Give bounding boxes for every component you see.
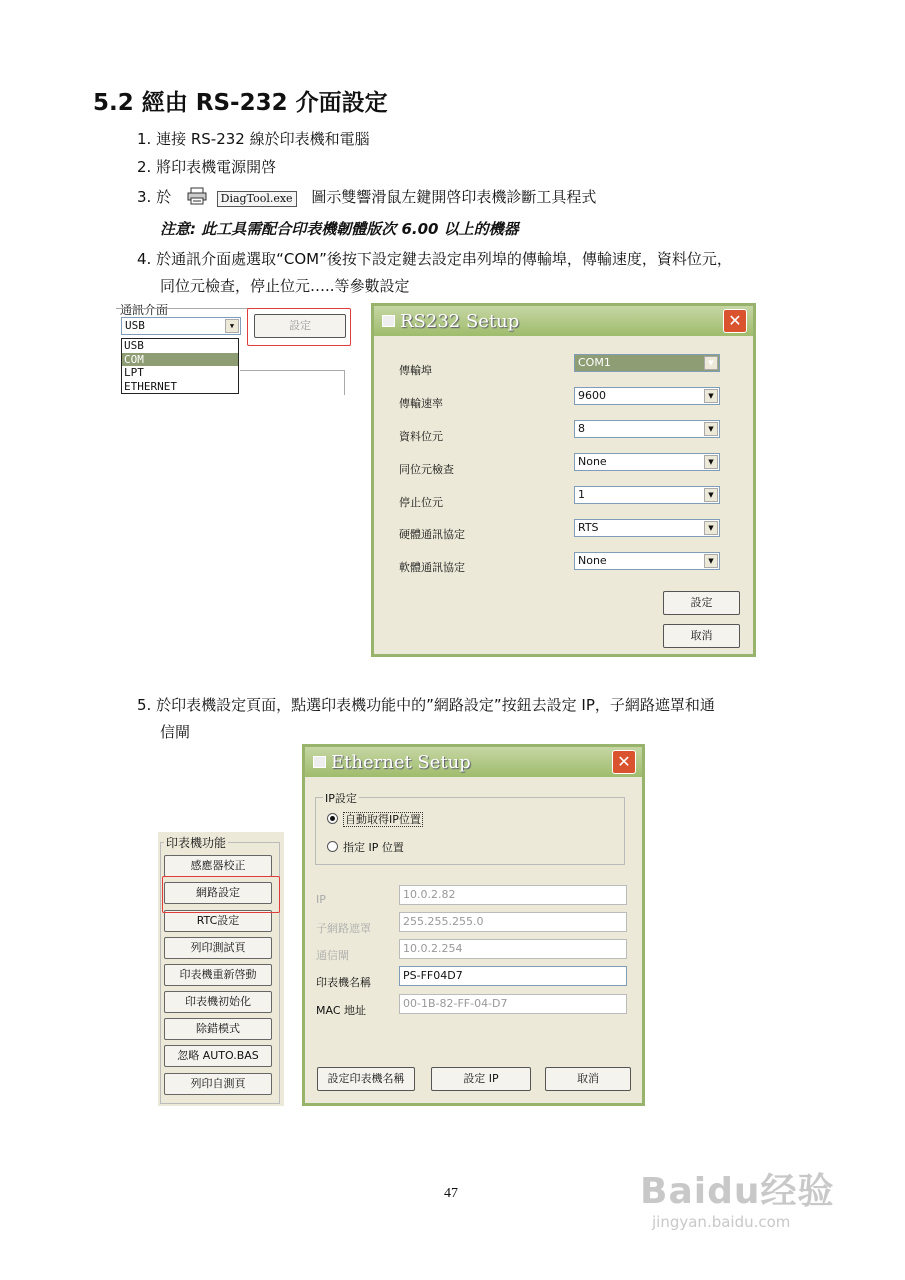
stopbits-select[interactable] xyxy=(574,486,720,504)
databits-value: 8 xyxy=(578,422,585,435)
rs232-titlebar xyxy=(374,306,753,336)
baidu-watermark-url: jingyan.baidu.com xyxy=(652,1213,791,1231)
comm-interface-panel xyxy=(116,298,356,398)
rs232-cancel-button[interactable]: 取消 xyxy=(663,624,740,648)
baud-select[interactable] xyxy=(574,387,720,405)
parity-value: None xyxy=(578,455,607,468)
sw-flow-value: None xyxy=(578,554,607,567)
step-2: 2. 將印表機電源開啓 xyxy=(137,158,277,176)
label-port: 傳輸埠 xyxy=(399,364,432,377)
printer-function-panel xyxy=(158,832,284,1106)
step-3-prefix: 3. 於 xyxy=(137,188,172,206)
close-icon[interactable]: ✕ xyxy=(723,309,747,333)
chevron-down-icon[interactable]: ▼ xyxy=(225,319,239,333)
sw-flow-select[interactable] xyxy=(574,552,720,570)
step-1: 1. 連接 RS-232 線於印表機和電腦 xyxy=(137,130,370,148)
step-5-line1: 5. 於印表機設定頁面，點選印表機功能中的”網路設定”按鈕去設定 IP，子網路遮罩和通 xyxy=(137,696,715,714)
radio-auto-ip[interactable] xyxy=(327,811,423,827)
chevron-down-icon[interactable]: ▼ xyxy=(704,521,718,535)
option-lpt[interactable]: LPT xyxy=(124,366,144,379)
section-heading: 5.2 經由 RS-232 介面設定 xyxy=(93,90,388,116)
comm-select-value: USB xyxy=(125,319,145,332)
mac-label: MAC 地址 xyxy=(316,1004,366,1017)
set-ip-button[interactable]: 設定 IP xyxy=(431,1067,531,1091)
chevron-down-icon[interactable]: ▼ xyxy=(704,488,718,502)
printer-name-label: 印表機名稱 xyxy=(316,976,371,989)
debug-mode-button[interactable]: 除錯模式 xyxy=(164,1018,272,1040)
ignore-autobas-button[interactable]: 忽略 AUTO.BAS xyxy=(164,1045,272,1067)
option-com[interactable]: COM xyxy=(122,353,238,367)
subnet-field[interactable]: 255.255.255.0 xyxy=(399,912,627,932)
highlight-box xyxy=(247,308,351,346)
radio-manual-ip[interactable] xyxy=(327,839,404,855)
window-icon xyxy=(382,315,395,327)
initialize-printer-button[interactable]: 印表機初始化 xyxy=(164,991,272,1013)
ip-group-label: IP設定 xyxy=(325,792,357,805)
step-3 xyxy=(137,186,596,209)
label-databits: 資料位元 xyxy=(399,430,443,443)
port-value: COM1 xyxy=(578,356,611,369)
hw-flow-select[interactable] xyxy=(574,519,720,537)
hw-flow-value: RTS xyxy=(578,521,599,534)
chevron-down-icon[interactable]: ▼ xyxy=(704,356,718,370)
print-self-test-button[interactable]: 列印自測頁 xyxy=(164,1073,272,1095)
label-parity: 同位元檢查 xyxy=(399,463,454,476)
step-4-line1: 4. 於通訊介面處選取“COM”後按下設定鍵去設定串列埠的傳輸埠，傳輸速度，資料位元， xyxy=(137,250,732,268)
radio-manual-label: 指定 IP 位置 xyxy=(343,841,404,854)
baud-value: 9600 xyxy=(578,389,606,402)
page-number: 47 xyxy=(444,1186,458,1201)
radio-unselected-icon[interactable] xyxy=(327,841,338,852)
chevron-down-icon[interactable]: ▼ xyxy=(704,422,718,436)
option-ethernet[interactable]: ETHERNET xyxy=(124,379,177,393)
step-4-line2: 同位元檢查，停止位元…..等參數設定 xyxy=(160,277,410,295)
close-icon[interactable]: ✕ xyxy=(612,750,636,774)
rtc-settings-button[interactable]: RTC設定 xyxy=(164,910,272,932)
radio-auto-label: 自動取得IP位置 xyxy=(345,813,421,826)
chevron-down-icon[interactable]: ▼ xyxy=(704,389,718,403)
ethernet-setup-window xyxy=(302,744,645,1106)
comm-set-button[interactable]: 設定 xyxy=(254,314,346,338)
label-stopbits: 停止位元 xyxy=(399,496,443,509)
radio-selected-icon[interactable] xyxy=(327,813,338,824)
chevron-down-icon[interactable]: ▼ xyxy=(704,554,718,568)
printer-name-field[interactable]: PS-FF04D7 xyxy=(399,966,627,986)
rs232-title: RS232 Setup xyxy=(400,311,520,332)
label-sw-flow: 軟體通訊協定 xyxy=(399,561,465,574)
subnet-label: 子網路遮罩 xyxy=(316,922,371,935)
stopbits-value: 1 xyxy=(578,488,585,501)
mac-field: 00-1B-82-FF-04-D7 xyxy=(399,994,627,1014)
comm-select[interactable] xyxy=(121,317,241,335)
parity-select[interactable] xyxy=(574,453,720,471)
comm-group-label: 通訊介面 xyxy=(120,303,169,317)
label-baud: 傳輸速率 xyxy=(399,397,443,410)
network-settings-button[interactable]: 網路設定 xyxy=(164,882,272,904)
comm-dropdown-list xyxy=(121,338,239,394)
databits-select[interactable] xyxy=(574,420,720,438)
step-3-suffix: 圖示雙響滑鼠左鍵開啓印表機診斷工具程式 xyxy=(311,188,597,206)
diagtool-label: DiagTool.exe xyxy=(217,191,297,207)
gateway-label: 通信閘 xyxy=(316,949,349,962)
step-5-line2: 信閘 xyxy=(160,723,191,741)
rs232-setup-window xyxy=(371,303,756,657)
ip-label: IP xyxy=(316,893,326,906)
set-printer-name-button[interactable]: 設定印表機名稱 xyxy=(317,1067,415,1091)
print-test-page-button[interactable]: 列印測試頁 xyxy=(164,937,272,959)
gateway-field[interactable]: 10.0.2.254 xyxy=(399,939,627,959)
baidu-watermark-logo: Baidu经验 xyxy=(640,1171,835,1212)
highlight-box xyxy=(162,876,280,913)
printer-function-label: 印表機功能 xyxy=(166,836,227,850)
sensor-calibration-button[interactable]: 感應器校正 xyxy=(164,855,272,877)
label-hw-flow: 硬體通訊協定 xyxy=(399,528,465,541)
restart-printer-button[interactable]: 印表機重新啓動 xyxy=(164,964,272,986)
ethernet-cancel-button[interactable]: 取消 xyxy=(545,1067,631,1091)
option-usb[interactable]: USB xyxy=(124,339,144,352)
ethernet-title: Ethernet Setup xyxy=(331,752,471,773)
rs232-set-button[interactable]: 設定 xyxy=(663,591,740,615)
chevron-down-icon[interactable]: ▼ xyxy=(704,455,718,469)
ethernet-titlebar xyxy=(305,747,642,777)
printer-icon xyxy=(186,187,208,209)
port-select[interactable] xyxy=(574,354,720,372)
ip-field[interactable]: 10.0.2.82 xyxy=(399,885,627,905)
note: 注意: 此工具需配合印表機韌體版次 6.00 以上的機器 xyxy=(160,220,519,238)
window-icon xyxy=(313,756,326,768)
